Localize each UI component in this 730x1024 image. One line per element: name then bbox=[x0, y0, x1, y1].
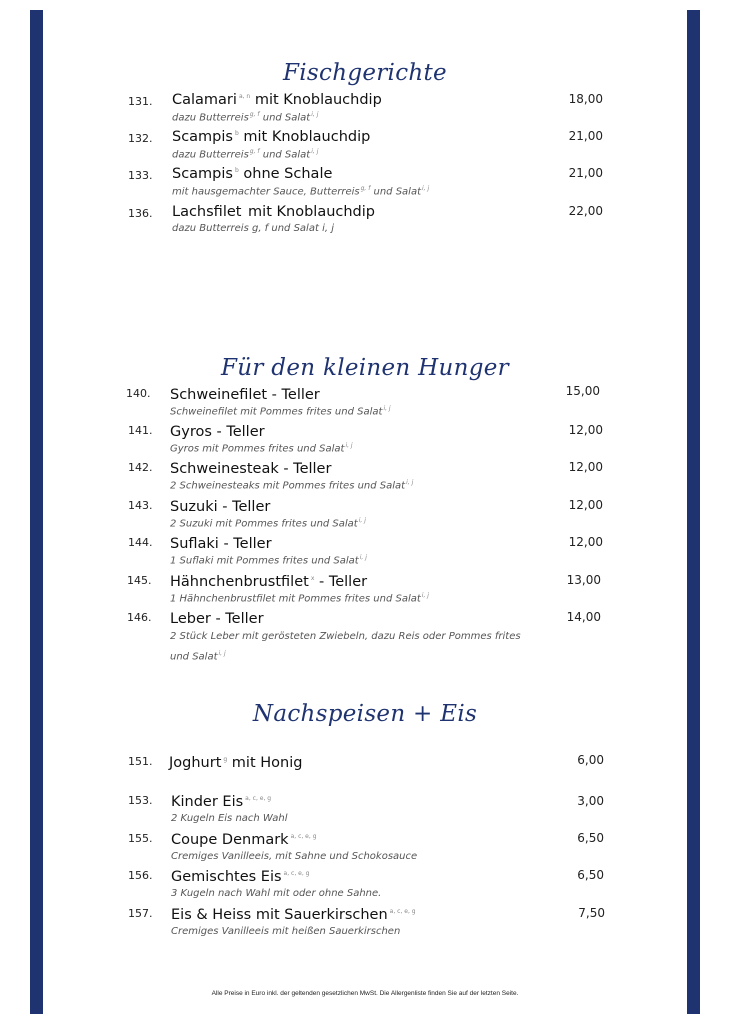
item-number: 144. bbox=[128, 536, 153, 549]
item-price: 3,00 bbox=[577, 794, 604, 808]
left-border-bar bbox=[30, 10, 43, 1014]
item-description: 2 Schweinesteaks mit Pommes frites und Salat$^{i, j}$ bbox=[170, 479, 414, 492]
item-description: mit hausgemachter Sauce, Butterreis$^{g, f}$ und Salat$^{i, j}$ bbox=[172, 185, 430, 198]
item-name: Coupe Denmark $^{a, c, e, g}$ bbox=[171, 832, 317, 848]
item-description: 1 Hähnchenbrustfilet mit Pommes frites und Salat$^{i, j}$ bbox=[170, 592, 429, 605]
item-number: 153. bbox=[128, 794, 153, 807]
item-description: dazu Butterreis$^{g, f}$ und Salat$^{i, j}$ bbox=[172, 148, 319, 161]
item-number: 133. bbox=[128, 169, 153, 182]
item-name: Joghurt $^g$ mit Honig bbox=[169, 755, 303, 771]
item-description: 2 Kugeln Eis nach Wahl bbox=[171, 813, 288, 824]
section-title-nachspeisen: Nachspeisen + Eis bbox=[252, 701, 478, 727]
item-price: 22,00 bbox=[568, 204, 603, 218]
item-name: Kinder Eis $^{a, c, e, g}$ bbox=[171, 794, 272, 810]
item-name: Suzuki - Teller bbox=[170, 499, 271, 515]
item-number: 132. bbox=[128, 132, 153, 145]
item-number: 156. bbox=[128, 869, 153, 882]
item-name: Schweinefilet - Teller bbox=[170, 387, 320, 403]
item-description: 1 Suflaki mit Pommes frites und Salat$^{i, j}$ bbox=[170, 554, 367, 567]
right-border-bar bbox=[687, 10, 700, 1014]
item-name: Scampis $^b$ mit Knoblauchdip bbox=[172, 129, 371, 145]
item-price: 13,00 bbox=[566, 573, 601, 587]
item-name: Schweinesteak - Teller bbox=[170, 461, 332, 477]
item-description: Cremiges Vanilleeis, mit Sahne und Schokosauce bbox=[171, 851, 418, 862]
item-name: Leber - Teller bbox=[170, 611, 264, 627]
item-price: 21,00 bbox=[568, 129, 603, 143]
item-price: 12,00 bbox=[568, 460, 603, 474]
item-number: 143. bbox=[128, 499, 153, 512]
item-description: 3 Kugeln nach Wahl mit oder ohne Sahne. bbox=[171, 888, 382, 899]
item-name: Hähnchenbrustfilet $^x$ - Teller bbox=[170, 574, 368, 590]
item-name: Scampis $^b$ ohne Schale bbox=[172, 166, 333, 182]
footer-note: Alle Preise in Euro inkl. der geltenden gesetzlichen MwSt. Die Allergenliste finden Sie auf der letzten Seite. bbox=[211, 990, 519, 997]
item-description: Schweinefilet mit Pommes frites und Salat$^{i, j}$ bbox=[170, 405, 391, 418]
item-price: 18,00 bbox=[568, 92, 603, 106]
section-title-kleiner-hunger: Für den kleinen Hunger bbox=[221, 355, 509, 381]
item-number: 146. bbox=[127, 611, 152, 624]
item-price: 14,00 bbox=[566, 610, 601, 624]
item-price: 7,50 bbox=[578, 906, 605, 920]
section-title-fischgerichte: Fischgerichte bbox=[283, 60, 447, 86]
item-price: 6,00 bbox=[577, 753, 604, 767]
item-description: dazu Butterreis$^{g, f}$ und Salat$^{i, j}$ bbox=[172, 111, 319, 124]
item-number: 136. bbox=[128, 207, 153, 220]
item-price: 6,50 bbox=[577, 831, 604, 845]
item-description: Gyros mit Pommes frites und Salat$^{i, j}$ bbox=[170, 442, 353, 455]
item-description: 2 Suzuki mit Pommes frites und Salat$^{i, j}$ bbox=[170, 517, 366, 530]
item-number: 155. bbox=[128, 832, 153, 845]
item-number: 151. bbox=[128, 755, 153, 768]
item-name: Lachsfilet mit Knoblauchdip bbox=[172, 204, 375, 220]
item-number: 141. bbox=[128, 424, 153, 437]
item-name: Gemischtes Eis $^{a, c, e, g}$ bbox=[171, 869, 310, 885]
item-number: 140. bbox=[126, 387, 151, 400]
item-price: 12,00 bbox=[568, 423, 603, 437]
item-description: dazu Butterreis g, f und Salat i, j bbox=[172, 223, 334, 234]
item-price: 6,50 bbox=[577, 868, 604, 882]
item-price: 21,00 bbox=[568, 166, 603, 180]
item-price: 12,00 bbox=[568, 498, 603, 512]
item-number: 145. bbox=[127, 574, 152, 587]
item-number: 157. bbox=[128, 907, 153, 920]
item-price: 15,00 bbox=[565, 384, 600, 398]
item-description: 2 Stück Leber mit gerösteten Zwiebeln, dazu Reis oder Pommes frites und Salat$^{i, j}$ bbox=[170, 631, 521, 663]
item-name: Calamari $^{a, n}$ mit Knoblauchdip bbox=[172, 92, 382, 108]
item-name: Suflaki - Teller bbox=[170, 536, 272, 552]
item-name: Eis & Heiss mit Sauerkirschen $^{a, c, e, g}$ bbox=[171, 907, 416, 923]
item-number: 131. bbox=[128, 95, 153, 108]
item-price: 12,00 bbox=[568, 535, 603, 549]
item-name: Gyros - Teller bbox=[170, 424, 265, 440]
item-description: Cremiges Vanilleeis mit heißen Sauerkirschen bbox=[171, 926, 401, 937]
item-number: 142. bbox=[128, 461, 153, 474]
